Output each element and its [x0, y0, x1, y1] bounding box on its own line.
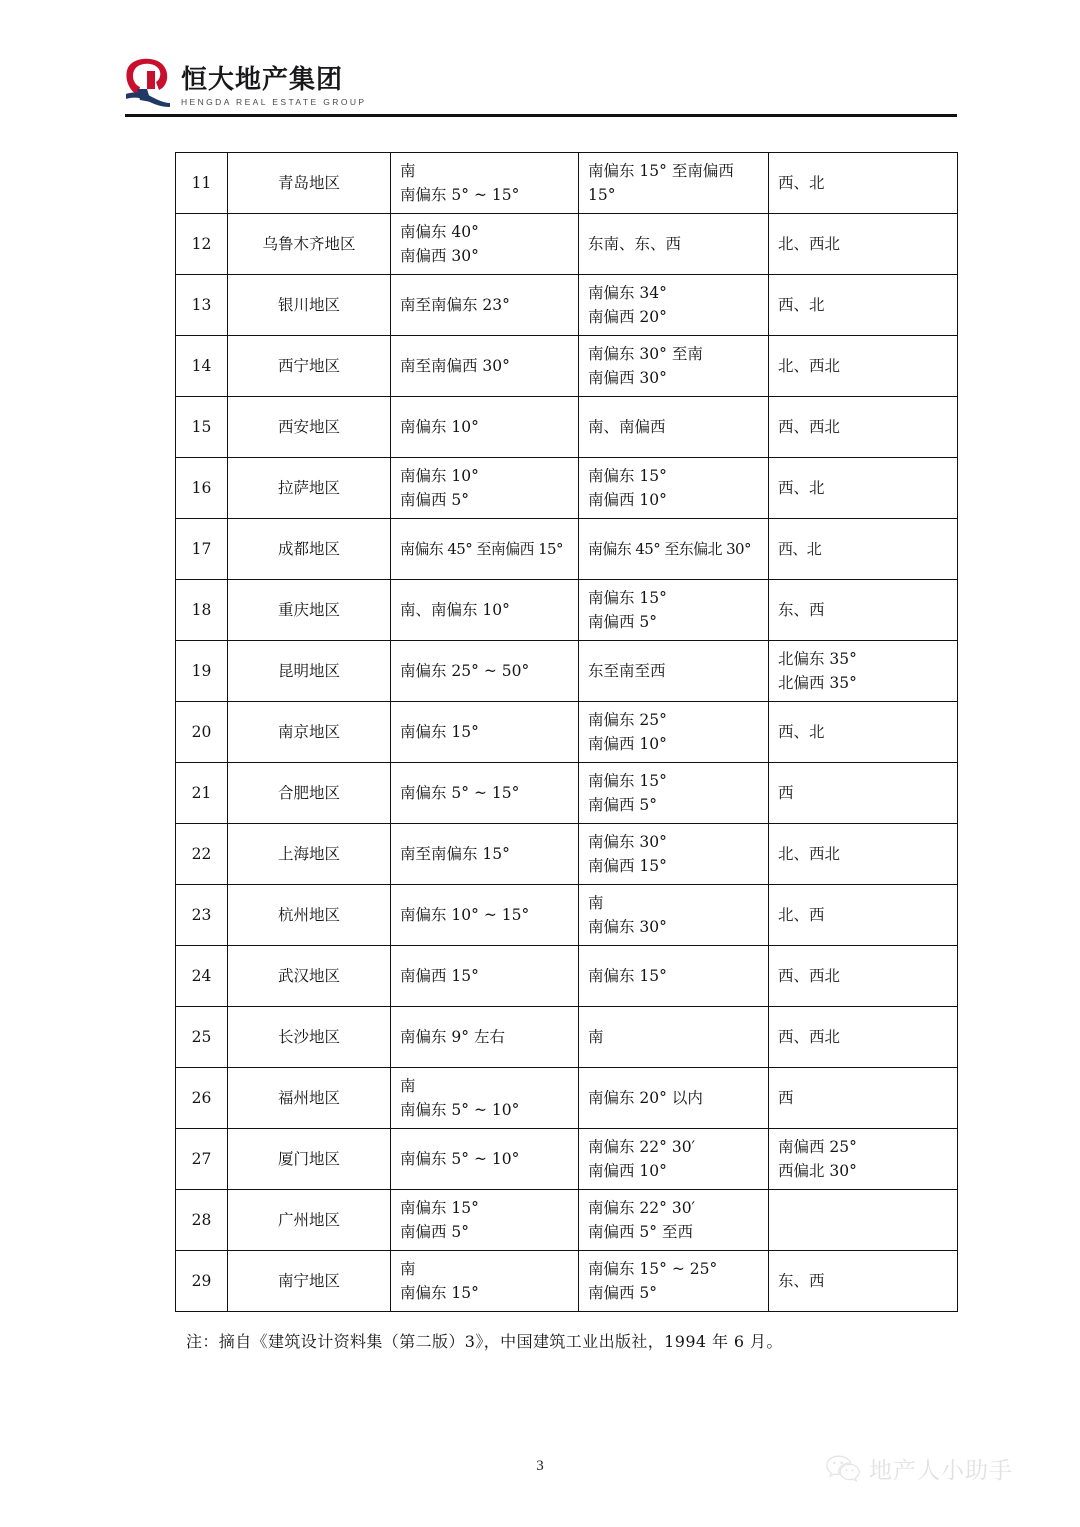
cell-best-orientation	[391, 275, 579, 336]
table-row	[176, 885, 958, 946]
table-row	[176, 153, 958, 214]
cell-region: 南京地区	[228, 702, 391, 763]
cell-region: 成都地区	[228, 519, 391, 580]
cell-region: 上海地区	[228, 824, 391, 885]
cell-suitable-orientation	[579, 946, 769, 1007]
cell-best-orientation	[391, 519, 579, 580]
table-row	[176, 641, 958, 702]
cell-index: 19	[176, 641, 228, 702]
cell-best-orientation	[391, 763, 579, 824]
cell-text-line: 南偏东 45° 至东偏北 30°	[588, 539, 751, 558]
hengda-logo-icon	[125, 58, 171, 108]
cell-best-orientation	[391, 214, 579, 275]
cell-text-line: 南偏西 5° 至西	[588, 1223, 693, 1242]
table-row	[176, 702, 958, 763]
cell-text-line: 南偏东 15°	[400, 1199, 479, 1218]
cell-best-orientation	[391, 336, 579, 397]
cell-suitable-orientation	[579, 458, 769, 519]
document-letterhead	[125, 54, 957, 116]
cell-index: 20	[176, 702, 228, 763]
table-row	[176, 1007, 958, 1068]
cell-unsuitable-orientation	[769, 702, 958, 763]
cell-text-line: 南偏西 30°	[588, 369, 667, 388]
cell-best-orientation	[391, 885, 579, 946]
cell-region: 长沙地区	[228, 1007, 391, 1068]
cell-suitable-orientation	[579, 1190, 769, 1251]
cell-text-line: 南偏东 40°	[400, 223, 479, 242]
cell-best-orientation	[391, 1007, 579, 1068]
brand-lockup	[125, 54, 957, 108]
table-row	[176, 824, 958, 885]
cell-suitable-orientation	[579, 885, 769, 946]
orientation-table	[175, 152, 958, 1312]
cell-best-orientation	[391, 458, 579, 519]
cell-best-orientation	[391, 1068, 579, 1129]
cell-text-line: 东南、东、西	[588, 235, 682, 254]
cell-suitable-orientation	[579, 397, 769, 458]
table-body	[176, 153, 958, 1312]
cell-text-line: 南偏西 10°	[588, 1162, 667, 1181]
cell-text-line: 南偏东 34°	[588, 284, 667, 303]
cell-text-line: 南偏西 20°	[588, 308, 667, 327]
cell-text-line: 南偏东 10°	[400, 467, 479, 486]
cell-unsuitable-orientation	[769, 214, 958, 275]
cell-suitable-orientation	[579, 1251, 769, 1312]
table-row	[176, 1068, 958, 1129]
cell-region: 西宁地区	[228, 336, 391, 397]
table-row	[176, 275, 958, 336]
cell-suitable-orientation	[579, 824, 769, 885]
cell-text-line: 南偏东 5° ~ 10°	[400, 1101, 520, 1120]
cell-text-line: 西、北	[778, 723, 825, 742]
table-row	[176, 763, 958, 824]
cell-text-line: 西、西北	[778, 967, 841, 986]
cell-suitable-orientation	[579, 580, 769, 641]
cell-unsuitable-orientation	[769, 885, 958, 946]
cell-best-orientation	[391, 580, 579, 641]
cell-text-line: 南偏西 5°	[588, 1284, 658, 1303]
cell-text-line: 南偏西 10°	[588, 735, 667, 754]
cell-text-line: 南偏东 25°	[588, 711, 667, 730]
cell-unsuitable-orientation	[769, 1251, 958, 1312]
cell-suitable-orientation	[579, 275, 769, 336]
cell-best-orientation	[391, 1129, 579, 1190]
cell-unsuitable-orientation	[769, 336, 958, 397]
cell-region: 银川地区	[228, 275, 391, 336]
cell-suitable-orientation	[579, 702, 769, 763]
cell-text-line: 南、南偏西	[588, 418, 666, 437]
cell-text-line: 北、西	[778, 906, 825, 925]
cell-index: 18	[176, 580, 228, 641]
cell-text-line: 南偏东 20° 以内	[588, 1089, 703, 1108]
cell-text-line: 南偏东 30°	[588, 918, 667, 937]
cell-suitable-orientation	[579, 214, 769, 275]
cell-region: 广州地区	[228, 1190, 391, 1251]
cell-unsuitable-orientation	[769, 946, 958, 1007]
cell-unsuitable-orientation	[769, 1007, 958, 1068]
cell-region: 青岛地区	[228, 153, 391, 214]
cell-text-line: 南偏东 5° ~ 10°	[400, 1150, 520, 1169]
cell-text-line: 南偏东 30° 至南	[588, 345, 703, 364]
cell-text-line: 南偏东 15° ~ 25°	[588, 1260, 718, 1279]
cell-text-line: 东、西	[778, 601, 825, 620]
cell-text-line: 南至南偏东 23°	[400, 296, 510, 315]
cell-suitable-orientation	[579, 641, 769, 702]
cell-index: 14	[176, 336, 228, 397]
cell-unsuitable-orientation	[769, 1068, 958, 1129]
cell-text-line: 南偏西 15°	[588, 857, 667, 876]
cell-suitable-orientation	[579, 763, 769, 824]
cell-index: 23	[176, 885, 228, 946]
cell-region: 福州地区	[228, 1068, 391, 1129]
table-row	[176, 580, 958, 641]
cell-index: 21	[176, 763, 228, 824]
cell-text-line: 15°	[588, 186, 616, 205]
cell-suitable-orientation	[579, 1007, 769, 1068]
cell-index: 17	[176, 519, 228, 580]
cell-region: 南宁地区	[228, 1251, 391, 1312]
cell-region: 西安地区	[228, 397, 391, 458]
cell-text-line: 南偏西 5°	[400, 491, 470, 510]
cell-text-line: 南偏西 25°	[778, 1138, 857, 1157]
cell-text-line: 北偏东 35°	[778, 650, 857, 669]
table-row	[176, 1190, 958, 1251]
cell-text-line: 南偏西 10°	[588, 491, 667, 510]
cell-text-line: 西、北	[778, 479, 825, 498]
cell-best-orientation	[391, 702, 579, 763]
cell-text-line: 南偏东 22° 30′	[588, 1199, 696, 1218]
cell-text-line: 西偏北 30°	[778, 1162, 857, 1181]
cell-text-line: 南偏东 22° 30′	[588, 1138, 696, 1157]
cell-region: 武汉地区	[228, 946, 391, 1007]
cell-text-line: 南偏东 15°	[400, 1284, 479, 1303]
cell-text-line: 北、西北	[778, 357, 841, 376]
cell-text-line: 南	[588, 894, 604, 913]
cell-text-line: 南	[400, 1260, 416, 1279]
cell-index: 16	[176, 458, 228, 519]
watermark-label: 地产人小助手	[869, 1458, 1013, 1484]
table-row	[176, 214, 958, 275]
cell-text-line: 西、北	[778, 539, 822, 558]
cell-region: 拉萨地区	[228, 458, 391, 519]
table-row	[176, 519, 958, 580]
table-row	[176, 336, 958, 397]
cell-text-line: 南偏西 5°	[400, 1223, 470, 1242]
cell-text-line: 西、西北	[778, 418, 841, 437]
cell-unsuitable-orientation	[769, 1129, 958, 1190]
cell-best-orientation	[391, 1251, 579, 1312]
cell-suitable-orientation	[579, 153, 769, 214]
cell-text-line: 南偏东 9° 左右	[400, 1028, 505, 1047]
cell-unsuitable-orientation	[769, 641, 958, 702]
table-row	[176, 397, 958, 458]
cell-text-line: 西、西北	[778, 1028, 841, 1047]
cell-unsuitable-orientation	[769, 458, 958, 519]
cell-text-line: 东至南至西	[588, 662, 666, 681]
cell-index: 15	[176, 397, 228, 458]
cell-region: 昆明地区	[228, 641, 391, 702]
cell-text-line: 西	[778, 784, 794, 803]
cell-best-orientation	[391, 1190, 579, 1251]
table-source-note: 注：摘自《建筑设计资料集（第二版）3》，中国建筑工业出版社，1994 年 6 月。	[186, 1332, 783, 1351]
cell-text-line: 北偏西 35°	[778, 674, 857, 693]
cell-index: 29	[176, 1251, 228, 1312]
cell-text-line: 南	[400, 162, 416, 180]
table-row	[176, 1251, 958, 1312]
cell-best-orientation	[391, 946, 579, 1007]
cell-unsuitable-orientation	[769, 275, 958, 336]
cell-text-line: 南偏西 5°	[588, 613, 658, 632]
brand-name-cn: 恒大地产集团	[181, 64, 344, 95]
cell-text-line: 北、西北	[778, 235, 841, 254]
cell-text-line: 南至南偏西 30°	[400, 357, 510, 376]
cell-text-line: 南偏东 15°	[588, 772, 667, 791]
cell-suitable-orientation	[579, 1129, 769, 1190]
cell-index: 26	[176, 1068, 228, 1129]
cell-unsuitable-orientation	[769, 824, 958, 885]
cell-text-line: 南偏东 30°	[588, 833, 667, 852]
cell-text-line: 南偏东 10° ~ 15°	[400, 906, 530, 925]
cell-region: 厦门地区	[228, 1129, 391, 1190]
cell-text-line: 南偏东 15°	[400, 723, 479, 742]
cell-text-line: 南偏东 15°	[588, 589, 667, 608]
cell-text-line: 西、北	[778, 296, 825, 315]
header-rule	[125, 114, 957, 117]
cell-text-line: 南偏东 15°	[588, 967, 667, 986]
cell-region: 重庆地区	[228, 580, 391, 641]
cell-best-orientation	[391, 824, 579, 885]
cell-text-line: 西、北	[778, 174, 825, 192]
cell-index: 25	[176, 1007, 228, 1068]
cell-index: 11	[176, 153, 228, 214]
cell-index: 27	[176, 1129, 228, 1190]
cell-text-line: 南至南偏东 15°	[400, 845, 510, 864]
table-row	[176, 458, 958, 519]
cell-index: 24	[176, 946, 228, 1007]
cell-index: 22	[176, 824, 228, 885]
table-row	[176, 1129, 958, 1190]
cell-region: 乌鲁木齐地区	[228, 214, 391, 275]
cell-region: 杭州地区	[228, 885, 391, 946]
cell-text-line: 南	[400, 1077, 416, 1096]
cell-best-orientation	[391, 397, 579, 458]
table-row	[176, 946, 958, 1007]
cell-text-line: 南偏西 15°	[400, 967, 479, 986]
cell-text-line: 南偏西 30°	[400, 247, 479, 266]
cell-text-line: 南偏东 15°	[588, 467, 667, 486]
cell-text-line: 南偏东 15° 至南偏西	[588, 162, 734, 180]
cell-index: 12	[176, 214, 228, 275]
cell-unsuitable-orientation	[769, 397, 958, 458]
cell-unsuitable-orientation	[769, 153, 958, 214]
cell-suitable-orientation	[579, 519, 769, 580]
wechat-icon	[826, 1455, 860, 1483]
cell-suitable-orientation	[579, 336, 769, 397]
cell-best-orientation	[391, 153, 579, 214]
cell-index: 13	[176, 275, 228, 336]
cell-text-line: 南偏西 5°	[588, 796, 658, 815]
brand-name-en: HENGDA REAL ESTATE GROUP	[181, 96, 367, 107]
cell-text-line: 东、西	[778, 1272, 825, 1291]
cell-text-line: 南、南偏东 10°	[400, 601, 510, 620]
cell-unsuitable-orientation	[769, 580, 958, 641]
cell-unsuitable-orientation	[769, 519, 958, 580]
cell-text-line: 南	[588, 1028, 604, 1047]
cell-index: 28	[176, 1190, 228, 1251]
cell-region: 合肥地区	[228, 763, 391, 824]
cell-text-line: 南偏东 10°	[400, 418, 479, 437]
cell-text-line: 南偏东 45° 至南偏西 15°	[400, 539, 563, 558]
cell-text-line: 北、西北	[778, 845, 841, 864]
watermark	[826, 1452, 1013, 1485]
cell-text-line: 南偏东 5° ~ 15°	[400, 784, 520, 803]
cell-suitable-orientation	[579, 1068, 769, 1129]
brand-text-block	[181, 66, 366, 108]
cell-best-orientation	[391, 641, 579, 702]
cell-unsuitable-orientation	[769, 763, 958, 824]
cell-text-line: 西	[778, 1089, 794, 1108]
page-number: 3	[536, 1458, 544, 1474]
cell-text-line: 南偏东 25° ~ 50°	[400, 662, 530, 681]
cell-text-line: 南偏东 5° ~ 15°	[400, 186, 520, 205]
cell-unsuitable-orientation	[769, 1190, 958, 1251]
